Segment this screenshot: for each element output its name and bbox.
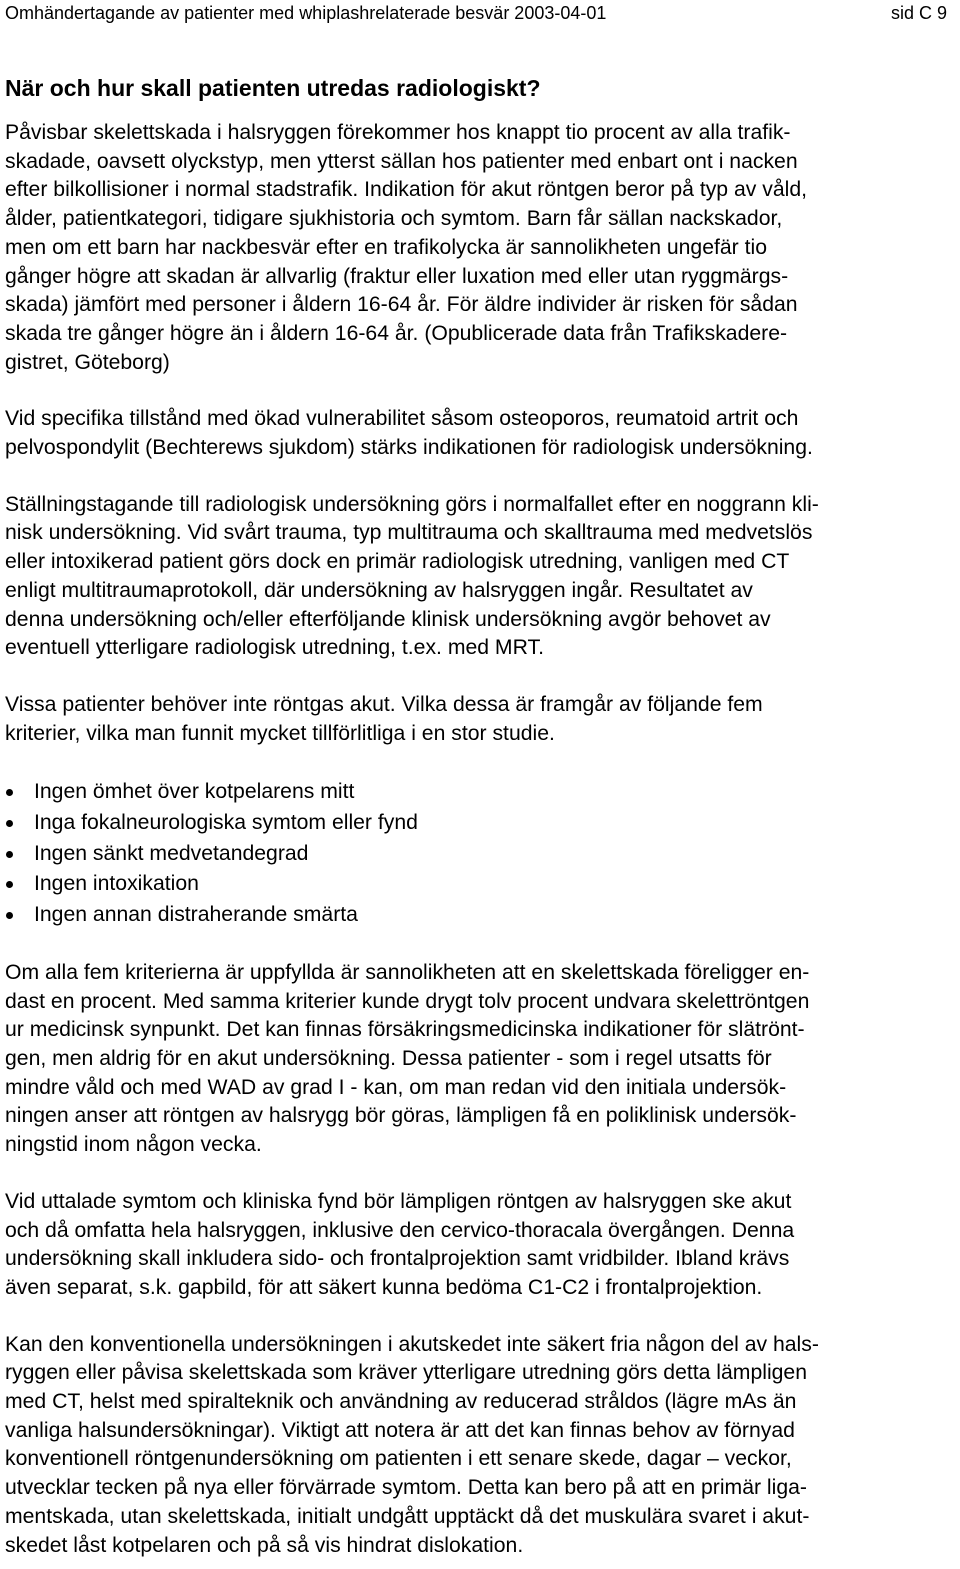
page-number: sid C 9	[890, 3, 947, 23]
paragraph-criteria-result: Om alla fem kriterierna är uppfyllda är sannolikheten att en skelettskada föreligger en- dast en procent. Med samma kriterier kunde drygt tolv procent undvara skelettröntgen ur medicinsk synpunkt. Det kan finnas försäkringsmedicinska indikationer för slätrönt- gen, men aldrig för en akut undersökning. Dessa patienter - som i regel utsatts för mindre våld och med WAD av grad I - kan, om man redan vid den initiala undersök- ningen anser att röntgen av halsrygg bör göras, lämpligen få en poliklinisk undersök- ningstid inom någon vecka.	[5, 960, 810, 1157]
paragraph-vulnerability: Vid specifika tillstånd med ökad vulnerabilitet såsom osteoporos, reumatoid artrit och pelvospondylit (Bechterews sjukdom) stärks indikationen för radiologisk undersökning.	[5, 407, 813, 460]
document-page	[5, 0, 955, 1560]
page-header	[5, 0, 955, 26]
list-item: Ingen annan distraherande smärta	[5, 900, 955, 931]
section-heading: När och hur skall patienten utredas radiologiskt?	[5, 75, 541, 101]
list-item: Ingen sänkt medvetandegrad	[5, 839, 955, 870]
list-item: Ingen intoxikation	[5, 869, 955, 900]
paragraph-criteria-intro: Vissa patienter behöver inte röntgas akut. Vilka dessa är framgår av följande fem kriterier, vilka man funnit mycket tillförlitliga i en stor studie.	[5, 692, 763, 745]
criteria-list	[5, 777, 955, 931]
paragraph-assessment: Ställningstagande till radiologisk undersökning görs i normalfallet efter en noggrann kli- nisk undersökning. Vid svårt trauma, typ multitrauma och skalltrauma med medvetslös eller intoxikerad patient görs dock en primär radiologisk utredning, vanligen med CT enligt multitraumaprotokoll, där undersökning av halsryggen ingår. Resultatet av denna undersökning och/eller efterföljande klinisk undersökning avgör behovet av eventuell ytterligare radiologisk utredning, t.ex. med MRT.	[5, 492, 819, 660]
list-item: Ingen ömhet över kotpelarens mitt	[5, 777, 955, 808]
header-title: Omhändertagande av patienter med whiplashrelaterade besvär 2003-04-01	[5, 3, 607, 23]
paragraph-ct-followup: Kan den konventionella undersökningen i akutskedet inte säkert fria någon del av hals- ryggen eller påvisa skelettskada som kräver ytterligare utredning görs detta lämpligen med CT, helst med spiralteknik och användning av reducerad stråldos (lägre mAs än vanliga halsundersökningar). Viktigt att notera är att det kan finnas behov av förnyad konventionell röntgenundersökning om patienten i ett senare skede, dagar – veckor, utvecklar tecken på nya eller förvärrade symtom. Detta kan bero på att en primär liga- mentskada, utan skelettskada, initialt undgått upptäckt då det muskulära svaret i akut- skedet låst kotpelaren och på så vis hindrat dislokation.	[5, 1332, 819, 1557]
paragraph-skeletal-injury: Påvisbar skelettskada i halsryggen förekommer hos knappt tio procent av alla trafik- skadade, oavsett olyckstyp, men ytterst sällan hos patienter med enbart ont i nacken efter bilkollisioner i normal stadstrafik. Indikation för akut röntgen beror på typ av våld, ålder, patientkategori, tidigare sjukhistoria och symtom. Barn får sällan nackskador, men om ett barn har nackbesvär efter en trafikolycka är sannolikheten ungefär tio gånger högre att skadan är allvarlig (fraktur eller luxation med eller utan ryggmärgs- skada) jämfört med personer i åldern 16-64 år. För äldre individer är risken för sådan skada tre gånger högre än i åldern 16-64 år. (Opublicerade data från Trafikskadere- gistret, Göteborg)	[5, 121, 807, 374]
paragraph-acute-xray: Vid uttalade symtom och kliniska fynd bör lämpligen röntgen av halsryggen ske akut och då omfatta hela halsryggen, inklusive den cervico-thoracala övergången. Denna undersökning skall inkludera sido- och frontalprojektion samt vridbilder. Ibland krävs även separat, s.k. gapbild, för att säkert kunna bedöma C1-C2 i frontalprojektion.	[5, 1189, 795, 1299]
list-item: Inga fokalneurologiska symtom eller fynd	[5, 808, 955, 839]
